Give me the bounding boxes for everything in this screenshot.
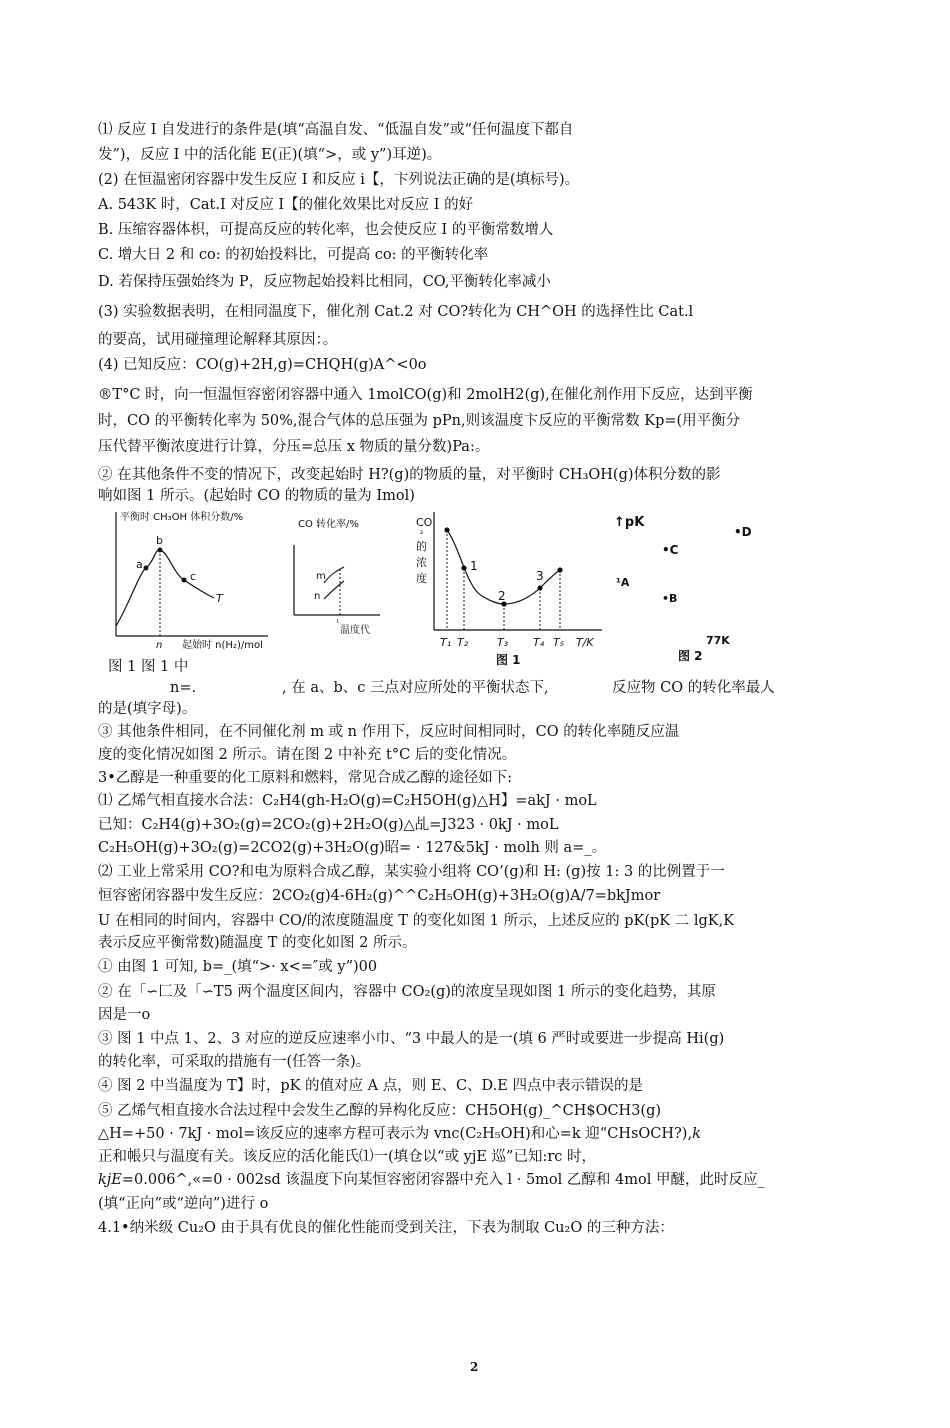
fig4-point-c: •C	[662, 543, 679, 557]
fig2-series-m: m	[316, 571, 326, 582]
page-number: 2	[470, 1360, 479, 1374]
fig1-point-b: b	[156, 534, 163, 547]
text-line-36: 𝑘𝑗𝐸=0.006^,«=0 · 002sd 该温度下向某恒容密闭容器中充入 l · 5mol 乙醇和 4mol 甲醚，此时反应_	[98, 1172, 765, 1188]
fig3-tick-t2: T₂	[457, 636, 469, 649]
fig3-tick-t4: T₄	[533, 636, 545, 649]
text-line-22: C₂H₅OH(g)+3O₂(g)=2CO2(g)+3H₂O(g)昭= · 127&5kJ · molh 则 a=_。	[98, 840, 607, 856]
text-line-35: 正和帳只与温度有关。该反应的活化能氏⑴一(填仓以“或 yjE 巡”已知:rc 时，	[98, 1149, 597, 1165]
fig4-xlabel: 77K	[706, 634, 730, 647]
text-line-5: B. 压缩容器体枳，可提高反应的转化率，也会使反应 I 的平衡常数增人	[98, 222, 554, 238]
fig4-point-b: •B	[662, 592, 678, 605]
text-line-27: ① 由图 1 可知, b=_(填“>· x<=″或 y”)00	[98, 959, 378, 975]
text-line-37: (填“正向”或“逆向”)进行 o	[98, 1196, 269, 1212]
fig1-point-c: c	[190, 570, 197, 583]
fig3-caption: 图 1	[496, 653, 521, 667]
fig3-ylabel-sub: ₂	[420, 527, 424, 536]
fig1-ylabel: 平衡时 CH₃OH 体积分数/%	[120, 512, 244, 523]
text-line-33: ⑤ 乙烯气相直接水合法过程中会发生乙醇的异构化反应：CH5OH(g)_^CH$OCH3(g)	[98, 1103, 662, 1119]
figure-pk	[610, 510, 780, 670]
text-line-18: 度的变化情况如图 2 所示。请在图 2 中补充 t°C 后的变化情况。	[98, 747, 517, 763]
fig3-tick-t1: T₁	[440, 636, 452, 649]
text-line-15: 响如图 1 所示。(起始时 CO 的物质的量为 Imol)	[98, 488, 415, 504]
fig3-tick-t5: T₅	[553, 636, 565, 649]
figure-co2-concentration	[412, 508, 607, 668]
fig2-xlabel: 温度代	[340, 625, 370, 636]
figure-co-conversion	[288, 515, 398, 645]
text-line-32: ④ 图 2 中当温度为 T】时，pK 的值对应 A 点，则 E、C、D.E 四点中表示错误的是	[98, 1078, 643, 1094]
fig3-xlabel: T/K	[576, 636, 594, 649]
fig3-ylabel-du: 度	[416, 572, 427, 585]
text-line-16: 的是(填字母)。	[98, 701, 197, 717]
text-line-24: 恒容密闭容器中发生反应：2CO₂(g)4-6H₂(g)^^C₂H₅OH(g)+3H₂O(g)A/7=bkJmor	[98, 888, 661, 904]
fig2-xtick: ¹	[336, 618, 340, 627]
text-line-10: (4) 已知反应：CO(g)+2H,g)=CHQH(g)A^<0o	[98, 357, 427, 373]
text-line-38: 4.1•纳米级 Cu₂O 由于具有优良的催化性能而受到关注，下表为制取 Cu₂O 的三种方法：	[98, 1220, 674, 1236]
fig4-point-d: •D	[734, 525, 752, 539]
fig1-point-a: a	[136, 558, 143, 571]
fig3-ylabel-nong: 浓	[416, 556, 427, 569]
text-line-4: A. 543K 时，Cat.I 对反应 I【的催化效果比对反应 I 的好	[98, 197, 474, 213]
fig1-xtick: n	[156, 640, 163, 651]
fig3-tick-t3: T₃	[497, 636, 509, 649]
text-line-31: 的转化率，可采取的措施有一(任答一条)。	[98, 1054, 371, 1070]
text-line-30: ③ 图 1 中点 1、2、3 对应的逆反应速率小巾、“3 中最人的是一(填 6 严时或要进一步提高 Hi(g)	[98, 1031, 725, 1047]
caption-row-left: 图 1 图 1 中	[108, 659, 189, 675]
text-line-12: 时，CO 的平衡转化率为 50%,混合气体的总压强为 pPn,则该温度卞反应的平衡常数 Kp=(用平衡分	[98, 413, 741, 429]
fig3-point-1: 1	[470, 559, 478, 573]
text-line-13: 压代替平衡浓度进行计算，分压=总压 x 物质的量分数)Pa:。	[98, 439, 490, 455]
text-line-14: ② 在其他条件不变的情况下，改变起始时 H?(g)的物质的量，对平衡时 CH₃OH(g)体积分数的影	[98, 467, 721, 483]
fig3-point-3: 3	[536, 569, 544, 583]
caption-row-blank: n=.	[170, 680, 197, 696]
text-line-17: ③ 其他条件相同，在不同催化剂 m 或 n 作用下，反应时间相同时，CO 的转化率随反应温	[98, 724, 680, 740]
text-line-6: C. 增大日 2 和 co: 的初始投料比，可提高 co: 的平衡转化率	[98, 247, 489, 263]
text-line-2: 发”)，反应 I 中的活化能 E(正)(填“>，或 y”)耳逆)。	[98, 147, 442, 163]
text-line-20: ⑴ 乙烯气相直接水合法：C₂H4(gh-H₂O(g)=C₂H5OH(g)△H】=akJ · moL	[98, 793, 597, 809]
text-line-29: 因是一o	[98, 1007, 151, 1023]
fig4-caption: 图 2	[678, 649, 703, 663]
fig4-point-a: ¹A	[616, 576, 630, 589]
text-line-34: △H=+50 · 7kJ · mol=该反应的速率方程可表示为 vnc(C₂H₅OH)和心=k 迎“CHsOCH?),𝑘	[98, 1126, 701, 1142]
figure-ch3oh-fraction	[108, 508, 278, 653]
fig1-xlabel: 起始时 n(H₂)/mol	[182, 640, 263, 651]
fig3-ylabel-de: 的	[416, 540, 427, 553]
text-line-3: (2) 在恒温密闭容器中发生反应 I 和反应 i【，卞列说法正确的是(填标号)。	[98, 172, 580, 188]
fig3-point-2: 2	[498, 589, 506, 603]
text-line-8: (3) 实验数据表明，在相同温度下，催化剂 Cat.2 对 CO?转化为 CH^OH 的选择性比 Cat.l	[98, 304, 694, 320]
fig4-ylabel: ↑pK	[614, 515, 645, 530]
text-line-7: D. 若保持压强始终为 P，反应物起始投料比相同，CO,平衡转化率减小	[98, 274, 551, 290]
text-line-26: 表示反应平衡常数)随温度 T 的变化如图 2 所示。	[98, 935, 417, 951]
text-line-28: ② 在「∽匚及「∽T5 两个温度区间内，容器中 CO₂(g)的浓度呈现如图 1 所示的变化趋势，其原	[98, 984, 716, 1000]
text-line-25: U 在相同的时间内，容器中 CO/的浓度随温度 T 的变化如图 1 所示，上述反应的 pK(pK 二 lgK,K	[98, 913, 735, 929]
text-line-21: 已知：C₂H4(g)+3O₂(g)=2CO₂(g)+2H₂O(g)△乩=J323 · 0kJ · moL	[98, 817, 559, 833]
fig3-ylabel-co: CO	[416, 516, 433, 529]
caption-row-question: , 在 a、b、c 三点对应所处的平衡状态下,	[282, 680, 549, 696]
fig1-curve-label: T	[216, 592, 223, 605]
text-line-1: ⑴ 反应 I 自发进行的条件是(填“高温自发、“低温自发”或“任何温度下都自	[98, 122, 574, 138]
fig2-ylabel: CO 转化率/%	[298, 519, 359, 530]
fig2-series-n: n	[314, 591, 321, 602]
text-line-9: 的要高，试用碰撞理论解释其原因：。	[98, 332, 338, 348]
text-line-11: ®T°C 时，向一恒温恒容密闭容器中通入 1molCO(g)和 2molH2(g),在催化剂作用下反应，达到平衡	[98, 387, 753, 403]
text-line-23: ⑵ 工业上常采用 CO?和电为原料合成乙醇，某实验小组将 CO’(g)和 H: (g)按 1: 3 的比例置于一	[98, 864, 725, 880]
text-line-19: 3•乙醇是一种重要的化工原料和燃料，常见合成乙醇的途径如下:	[98, 770, 513, 786]
caption-row-tail: 反应物 CO 的转化率最人	[612, 680, 775, 696]
